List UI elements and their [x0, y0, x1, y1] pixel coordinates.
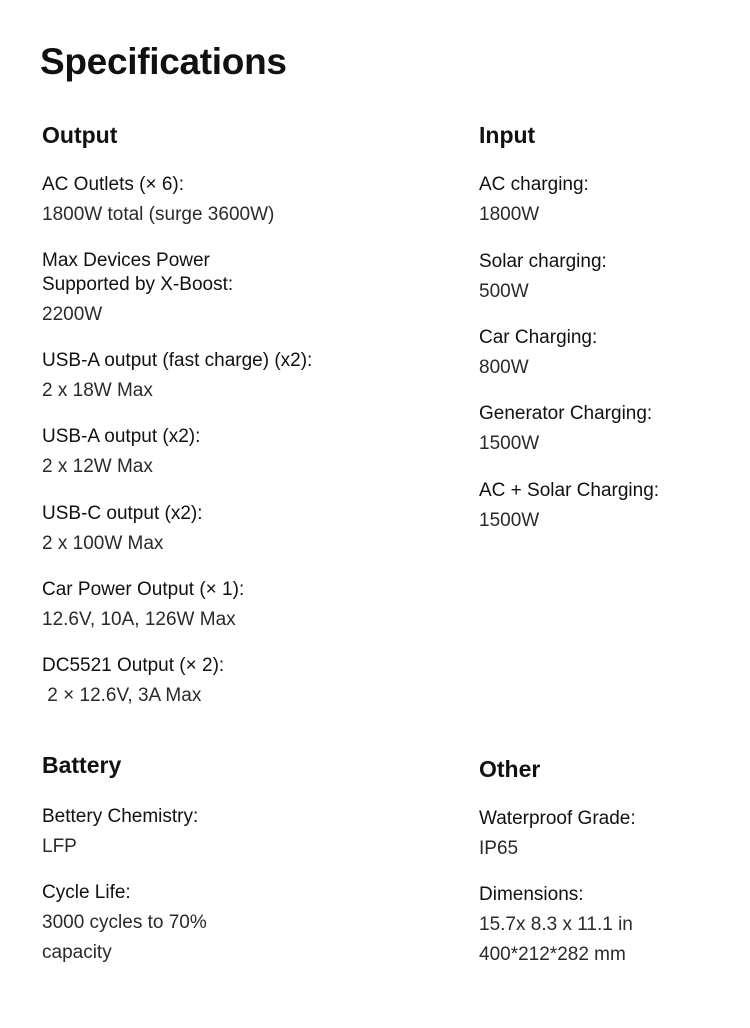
spec-label: Bettery Chemistry:: [42, 806, 199, 827]
spec-value: 2 x 100W Max: [42, 533, 164, 554]
battery-section: [42, 751, 207, 963]
spec-label: Max Devices Power: [42, 250, 210, 271]
spec-label: USB-A output (fast charge) (x2):: [42, 350, 313, 371]
spec-item-car-charging: [479, 326, 597, 380]
spec-item-generator-charging: [479, 402, 652, 456]
spec-value: 1500W: [479, 433, 540, 454]
spec-value: 1500W: [479, 510, 540, 531]
spec-item-ac-charging: [479, 173, 589, 227]
spec-label: Generator Charging:: [479, 403, 653, 424]
input-heading: Input: [479, 122, 536, 148]
spec-item-dimensions: [479, 883, 633, 967]
spec-value: 2 x 18W Max: [42, 380, 153, 401]
spec-value: 800W: [479, 357, 529, 378]
spec-item-car-power: [42, 578, 244, 632]
spec-item-battery-chemistry: [42, 805, 198, 859]
output-heading: Output: [42, 122, 118, 148]
spec-item-ac-outlets: [42, 173, 274, 227]
spec-label: AC Outlets (× 6):: [42, 174, 185, 195]
other-section: [479, 755, 636, 965]
other-heading: Other: [479, 756, 541, 782]
spec-label: Car Charging:: [479, 327, 598, 348]
spec-value: 2 x 12W Max: [42, 456, 153, 477]
spec-value: IP65: [479, 838, 519, 859]
spec-value: 12.6V, 10A, 126W Max: [42, 609, 236, 630]
spec-value: 1800W total (surge 3600W): [42, 204, 275, 225]
input-section: [479, 121, 660, 531]
spec-value: 1800W: [479, 204, 540, 225]
spec-label: USB-C output (x2):: [42, 503, 203, 524]
spec-value: 3000 cycles to 70%: [42, 912, 207, 933]
spec-item-usb-a: [42, 425, 200, 479]
spec-label: Cycle Life:: [42, 882, 131, 903]
spec-label: Supported by X-Boost:: [42, 274, 234, 295]
spec-value: LFP: [42, 836, 77, 857]
spec-value: 2200W: [42, 304, 103, 325]
spec-label: Dimensions:: [479, 884, 584, 905]
spec-value: 400*212*282 mm: [479, 944, 626, 965]
spec-label: AC charging:: [479, 174, 589, 195]
spec-item-solar-charging: [479, 250, 607, 304]
spec-item-usb-a-fast: [42, 349, 312, 403]
spec-item-usb-c: [42, 502, 203, 556]
output-section: [42, 121, 313, 706]
page-title: Specifications: [40, 41, 287, 82]
spec-item-max-devices: [42, 249, 233, 327]
spec-label: Waterproof Grade:: [479, 808, 636, 829]
spec-value: 2 × 12.6V, 3A Max: [42, 685, 202, 706]
spec-label: Car Power Output (× 1):: [42, 579, 245, 600]
spec-label: AC + Solar Charging:: [479, 480, 660, 501]
spec-label: Solar charging:: [479, 251, 607, 272]
spec-value: capacity: [42, 942, 112, 963]
spec-value: 500W: [479, 281, 529, 302]
spec-value: 15.7x 8.3 x 11.1 in: [479, 914, 633, 935]
spec-item-dc5521: [42, 654, 224, 708]
spec-item-cycle-life: [42, 881, 207, 965]
spec-item-waterproof: [479, 807, 636, 861]
spec-label: DC5521 Output (× 2):: [42, 655, 225, 676]
battery-heading: Battery: [42, 752, 122, 778]
spec-label: USB-A output (x2):: [42, 426, 201, 447]
spec-item-ac-solar-charging: [479, 479, 659, 533]
